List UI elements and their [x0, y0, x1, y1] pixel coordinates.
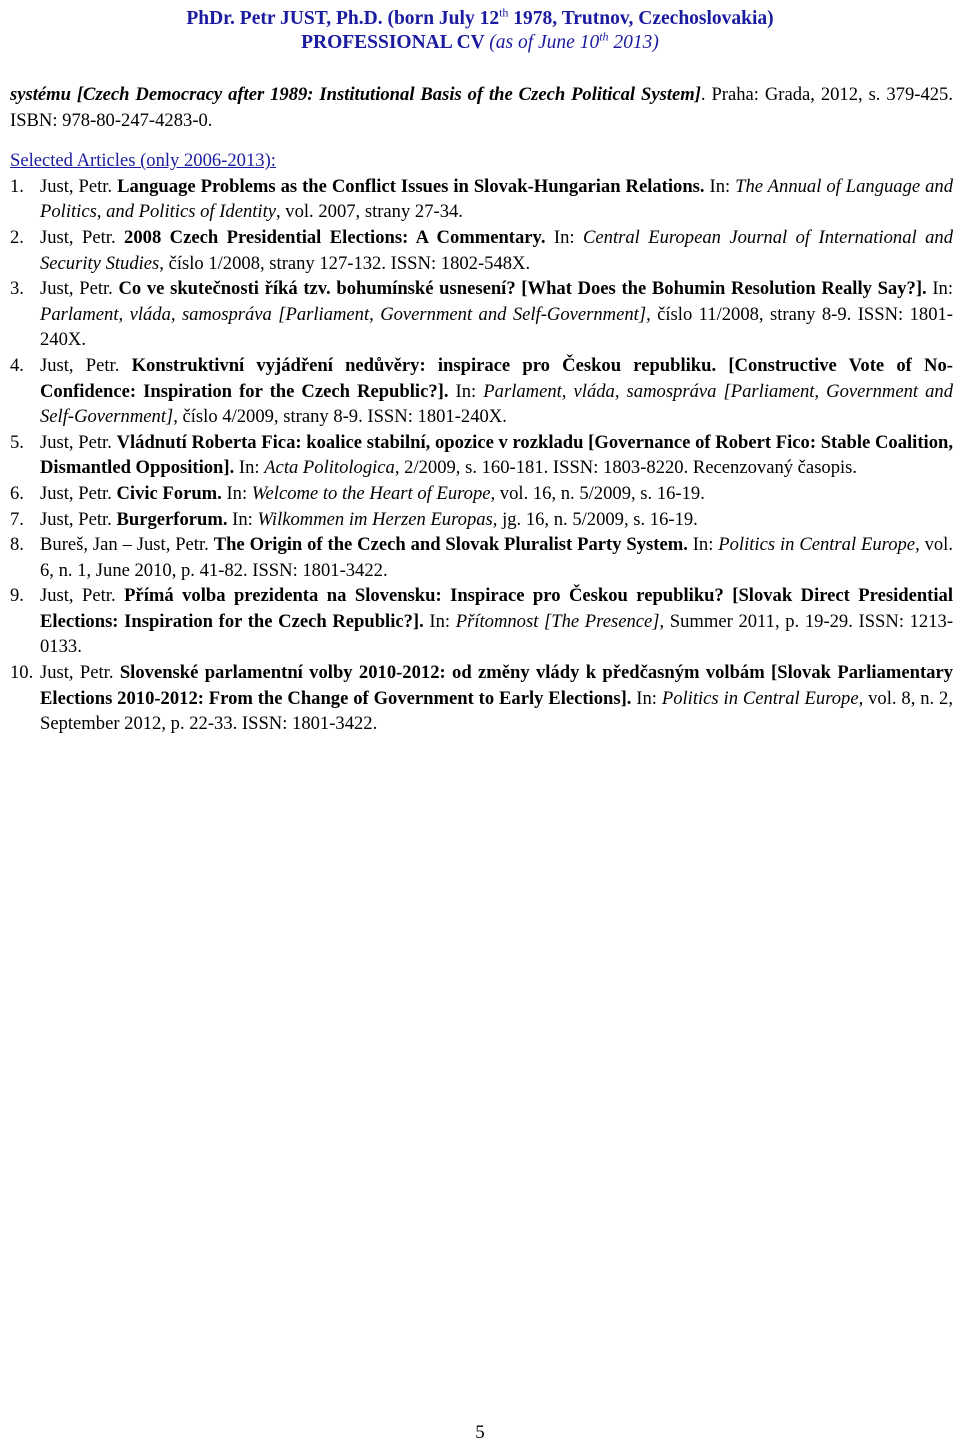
- item-author: Just, Petr.: [40, 278, 119, 300]
- item-details: vol. 16, n. 5/2009, s. 16-19.: [495, 482, 705, 504]
- item-journal: Přítomnost [The Presence]: [455, 610, 660, 632]
- document-body: [10, 82, 953, 737]
- item-title: Konstruktivní vyjádření nedůvěry: inspirace pro Českou republiku. [Constructive Vote of No-Confidence: Inspiration for the Czech Republic?].: [40, 354, 953, 402]
- item-title: The Origin of the Czech and Slovak Pluralist Party System.: [213, 534, 688, 556]
- item-in-label: In:: [448, 380, 484, 402]
- list-item: [10, 532, 953, 583]
- item-author: Just, Petr.: [40, 354, 132, 376]
- article-list: [10, 174, 953, 737]
- item-details: , Summer 2011, p. 19-29. ISSN: 1213-0133.: [40, 610, 954, 658]
- item-journal: Central European Journal of International and Security Studies: [40, 226, 953, 274]
- list-item: [10, 353, 953, 430]
- item-number: 4.: [10, 354, 24, 376]
- item-details: , vol. 2007, strany 27-34.: [276, 201, 463, 223]
- item-in-label: In:: [687, 534, 719, 556]
- header-sup: th: [499, 5, 509, 20]
- item-title: Civic Forum.: [116, 482, 222, 504]
- list-item: [10, 583, 953, 660]
- header-date-sup: th: [599, 29, 609, 44]
- item-journal: Politics in Central Europe: [718, 534, 916, 556]
- item-title: Slovenské parlamentní volby 2010-2012: od změny vlády k předčasným volbám [Slovak Parliamentary Elections 2010-2012: From the Change of Government to Early Elections].: [40, 662, 953, 709]
- item-journal: Acta Politologica: [264, 457, 395, 479]
- item-title: Vládnutí Roberta Fica: koalice stabilní, opozice v rozkladu [Governance of Robert Fico: Stable Coalition, Dismantled Opposition].: [40, 431, 953, 479]
- item-author: Just, Petr.: [40, 431, 117, 453]
- header-birth-text: 1978, Trutnov, Czechoslovakia): [508, 8, 774, 29]
- item-journal: Politics in Central Europe: [661, 687, 859, 709]
- item-details: , číslo 11/2008, strany 8-9. ISSN: 1801-240X.: [40, 303, 953, 351]
- item-details: jg. 16, n. 5/2009, s. 16-19.: [497, 508, 698, 530]
- item-details: , vol. 6, n. 1, June 2010, p. 41-82. ISSN: 1801-3422.: [40, 534, 954, 581]
- item-number: 10.: [10, 662, 34, 684]
- page-number: 5: [475, 1422, 485, 1443]
- item-journal: Parlament, vláda, samospráva [Parliament, Government and Self-Government]: [40, 303, 647, 325]
- item-in-label: In:: [423, 610, 456, 632]
- list-item: [10, 225, 953, 276]
- item-details: , číslo 1/2008, strany 127-132. ISSN: 1802-548X.: [159, 252, 531, 274]
- item-in-label: In:: [545, 226, 584, 248]
- page-header-name: [0, 5, 960, 30]
- item-journal: Wilkommen im Herzen Europas,: [257, 508, 498, 530]
- item-number: 6.: [10, 482, 24, 504]
- page-header-cv: [0, 29, 960, 54]
- item-author: Just, Petr.: [40, 585, 125, 607]
- item-number: 5.: [10, 431, 24, 453]
- item-author: Just, Petr.: [40, 508, 117, 530]
- item-number: 2.: [10, 226, 24, 248]
- item-author: Just, Petr.: [40, 482, 117, 504]
- list-item: [10, 481, 953, 507]
- item-details: , číslo 4/2009, strany 8-9. ISSN: 1801-240X.: [173, 406, 507, 428]
- item-title: Burgerforum.: [116, 508, 228, 530]
- item-number: 9.: [10, 585, 24, 607]
- item-number: 7.: [10, 508, 24, 530]
- header-name-text: PhDr. Petr JUST, Ph.D. (born July 12: [186, 8, 500, 29]
- item-title: 2008 Czech Presidential Elections: A Commentary.: [124, 226, 546, 248]
- item-in-label: In:: [704, 175, 736, 197]
- item-number: 1.: [10, 175, 24, 197]
- item-title: Co ve skutečnosti říká tzv. bohumínské usnesení? [What Does the Bohumin Resolution Really Say?].: [118, 278, 927, 300]
- list-item: [10, 174, 953, 225]
- item-author: Just, Petr.: [40, 662, 120, 684]
- item-journal: Parlament, vláda, samospráva [Parliament, Government and Self-Government]: [40, 380, 954, 428]
- list-item: [10, 507, 953, 533]
- item-in-label: In:: [234, 457, 265, 479]
- item-title: Language Problems as the Conflict Issues in Slovak-Hungarian Relations.: [117, 175, 705, 197]
- header-date-text: (as of June 10: [489, 32, 600, 53]
- item-in-label: In:: [631, 687, 662, 709]
- item-author: Bureš, Jan – Just, Petr.: [40, 534, 214, 556]
- item-in-label: In:: [221, 482, 252, 504]
- item-details: , vol. 8, n. 2, September 2012, p. 22-33. ISSN: 1801-3422.: [40, 687, 953, 735]
- list-item: [10, 430, 953, 481]
- item-details: , 2/2009, s. 160-181. ISSN: 1803-8220. Recenzovaný časopis.: [394, 457, 858, 479]
- item-journal: Welcome to the Heart of Europe,: [251, 482, 496, 504]
- item-in-label: In:: [926, 278, 953, 300]
- continuation-rest: . Praha: Grada, 2012, s. 379-425. ISBN: 978-80-247-4283-0.: [10, 84, 953, 131]
- continuation-title: systému [Czech Democracy after 1989: Institutional Basis of the Czech Political System]: [10, 84, 701, 105]
- list-item: [10, 276, 953, 353]
- list-item: [10, 660, 953, 737]
- section-title: Selected Articles (only 2006-2013):: [10, 150, 276, 172]
- item-number: 8.: [10, 534, 24, 556]
- item-journal: The Annual of Language and Politics, and Politics of Identity: [40, 175, 953, 223]
- header-date-year: 2013): [608, 32, 659, 53]
- item-author: Just, Petr.: [40, 226, 125, 248]
- item-title: Přímá volba prezidenta na Slovensku: Inspirace pro Českou republiku? [Slovak Direct Presidential Elections: Inspiration for the Czech Republic?].: [40, 585, 953, 632]
- continuation-paragraph: [10, 82, 953, 133]
- item-author: Just, Petr.: [40, 175, 118, 197]
- item-in-label: In:: [227, 508, 258, 530]
- item-number: 3.: [10, 278, 24, 300]
- header-cv-text: PROFESSIONAL CV: [301, 32, 490, 53]
